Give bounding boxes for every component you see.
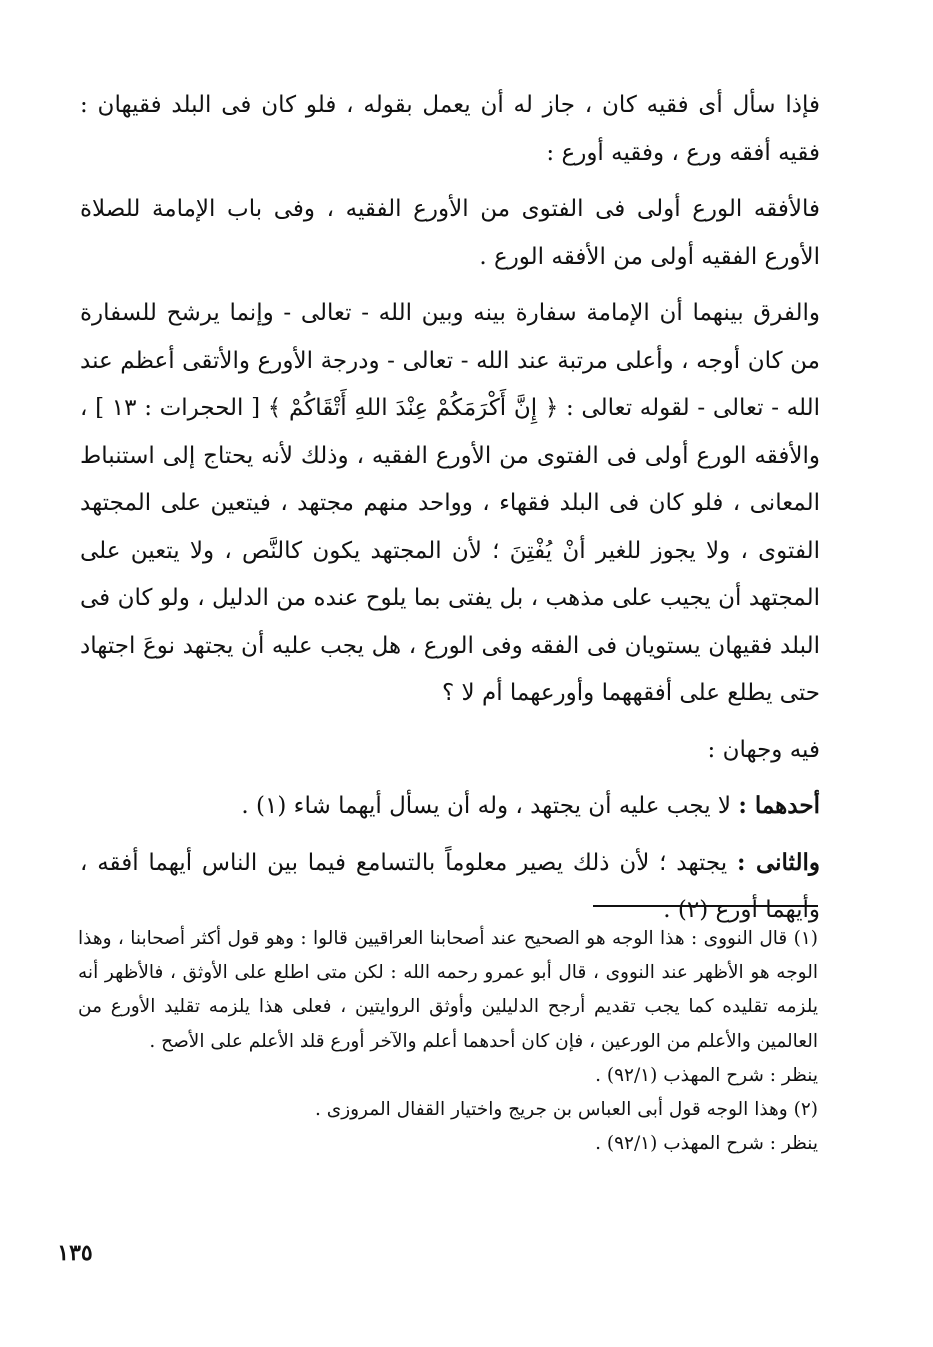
footnote-divider xyxy=(593,905,818,907)
footnote-2-reference: ينظر : شرح المهذب (٩٢/١) . xyxy=(595,1133,818,1155)
second-opinion-text: يجتهد ؛ لأن ذلك يصير معلوماً بالتسامع فيما بين الناس أيهما أفقه ، وأيهما أورع (٢) . xyxy=(80,849,820,923)
footnotes xyxy=(78,922,818,1161)
paragraph-3: والفرق بينهما أن الإمامة سفارة بينه وبين الله - تعالى - وإنما يرشح للسفارة من كان أوجه ، وأعلى مرتبة عند الله - تعالى - ودرجة الأورع والأتقى أعظم عند الله - تعالى - لقوله تعالى : ﴿ إِنَّ أَكْرَمَكُمْ عِنْدَ اللهِ أَتْقَاكُمْ ﴾ [ الحجرات : ١٣ ] ، والأفقه الورع أولى فى الفتوى من الأورع الفقيه ، وذلك لأنه يحتاج إلى استنباط المعانى ، فلو كان فى البلد فقهاء ، وواحد منهم مجتهد ، فيتعين على المجتهد الفتوى ، ولا يجوز للغير أنْ يُفْتِنَ ؛ لأن المجتهد يكون كالنَّص ، ولا يتعين على المجتهد أن يجيب على مذهب ، بل يفتى بما يلوح عنده من الدليل ، ولو كان فى البلد فقيهان يستويان فى الفقه وفى الورع ، هل يجب عليه أن يجتهد نوعَ اجتهاد حتى يطلع على أفقههما وأورعهما أم لا ؟ xyxy=(80,300,820,706)
paragraph-4: فيه وجهان : xyxy=(707,736,820,763)
first-opinion-text: لا يجب عليه أن يجتهد ، وله أن يسأل أيهما شاء (١) . xyxy=(241,793,732,819)
page-number: ١٣٥ xyxy=(57,1240,93,1266)
paragraph-5 xyxy=(80,782,820,831)
footnote-1: (١) قال النووى : هذا الوجه هو الصحيح عند أصحابنا العراقيين قالوا : وهو قول أكثر أصحابنا ، وهذا الوجه هو الأظهر عند النووى ، قال أبو عمرو رحمه الله : لكن متى اطلع على الأوثق ، فالأظهر أنه يلزمه تقليده كما يجب تقديم أرجح الدليلين وأوثق الروايتين ، فعلى هذا يلزمه تقليد الأورع من العالمين والأعلم من الورعين ، فإن كان أحدهما أعلم والآخر أورع قلد الأعلم على الأصح . xyxy=(78,928,818,1052)
first-opinion-lead: أحدهما : xyxy=(738,792,820,819)
paragraph-2: فالأفقه الورع أولى فى الفتوى من الأورع الفقيه ، وفى باب الإمامة للصلاة الأورع الفقيه أولى من الأفقه الورع . xyxy=(80,196,820,270)
footnote-1-reference: ينظر : شرح المهذب (٩٢/١) . xyxy=(595,1064,818,1086)
paragraph-1: فإذا سأل أى فقيه كان ، جاز له أن يعمل بقوله ، فلو كان فى البلد فقيهان : فقيه أفقه ورع ، وفقيه أورع : xyxy=(80,92,820,166)
paragraph-6 xyxy=(80,839,820,935)
second-opinion-lead: والثانى : xyxy=(736,848,820,876)
main-text xyxy=(80,82,820,944)
footnote-2: (٢) وهذا الوجه قول أبى العباس بن جريج واختيار القفال المروزى . xyxy=(314,1099,818,1121)
